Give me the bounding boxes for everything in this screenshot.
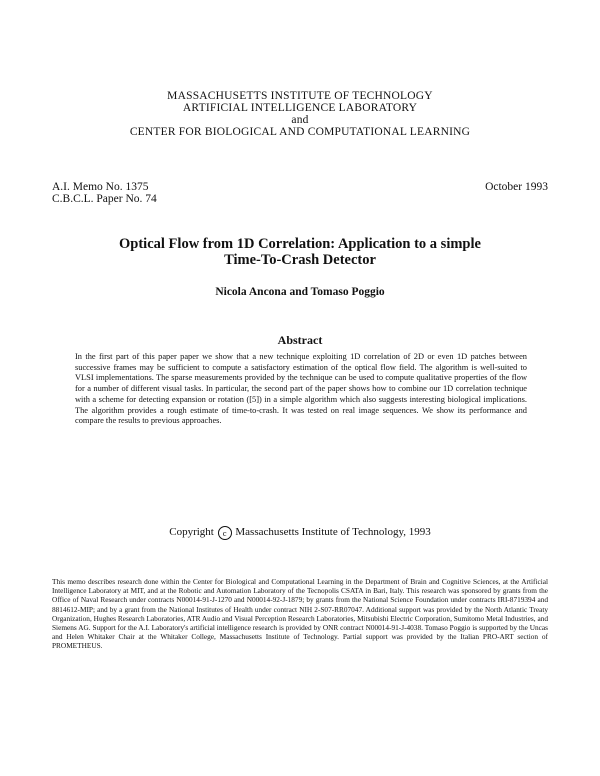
abstract-body: In the first part of this paper paper we show that a new technique exploiting 1D correlation of 2D or even 1D patches between successive frames may be sufficient to compute a satisfactory estimation of the optical flow field. The algorithm is well-suited to VLSI implementations. The sparse measurements provided by the technique can be used to compute qualitative properties of the flow for a number of different visual tasks. In particular, the second part of the paper shows how to combine our 1D correlation technique with a scheme for detecting expansion or rotation ([5]) in a simple algorithm which also suggests interesting biological implications. The algorithm provides a rough estimate of time-to-crash. It was tested on real image sequences. We show its performance and compare the results to previous approaches. [75,352,527,426]
funding-footnote: This memo describes research done within the Center for Biological and Computational Learning in the Department of Brain and Cognitive Sciences, at the Artificial Intelligence Laboratory at MIT, and at the Robotic and Automation Laboratory of the Tecnopolis CSATA in Bari, Italy. This research was sponsored by grants from the Office of Naval Research under contracts N00014-91-J-1270 and N00014-92-J-1879; by grants from the National Science Foundation under contracts IRI-8719394 and 8814612-MIP; and by a grant from the National Institutes of Health under contract NIH 2-S07-RR07047. Additional support was provided by the North Atlantic Treaty Organization, Hughes Research Laboratories, ATR Audio and Visual Perception Research Laboratories, Mitsubishi Electric Corporation, Sumitomo Metal Industries, and Siemens AG. Support for the A.I. Laboratory's artificial intelligence research is provided by ONR contract N00014-91-J-4038. Tomaso Poggio is supported by the Uncas and Helen Whitaker Chair at the Whitaker College, Massachusetts Institute of Technology. Partial support was provided by the Italian PRO-ART section of PROMETHEUS. [52,577,548,651]
header-line-and: and [291,114,309,126]
title-line-2: Time-To-Crash Detector [224,252,376,268]
header-line-cbcl: CENTER FOR BIOLOGICAL AND COMPUTATIONAL LEARNING [129,126,471,138]
abstract-heading: Abstract [277,333,323,347]
paper-title [0,236,600,268]
copyright-prefix: Copyright [169,526,214,538]
memo-date: October 1993 [485,181,548,193]
copyright-icon: c [218,526,232,540]
authors: Nicola Ancona and Tomaso Poggio [215,286,385,298]
copyright-notice [0,526,600,540]
institution-header [0,90,600,138]
cbcl-paper-number: C.B.C.L. Paper No. 74 [52,193,157,205]
copyright-suffix: Massachusetts Institute of Technology, 1993 [235,526,431,538]
title-line-1: Optical Flow from 1D Correlation: Application to a simple [119,236,481,252]
memo-numbers [52,181,157,205]
ai-memo-number: A.I. Memo No. 1375 [52,181,149,193]
header-line-mit: MASSACHUSETTS INSTITUTE OF TECHNOLOGY [167,90,433,102]
header-line-ai-lab: ARTIFICIAL INTELLIGENCE LABORATORY [182,102,418,114]
